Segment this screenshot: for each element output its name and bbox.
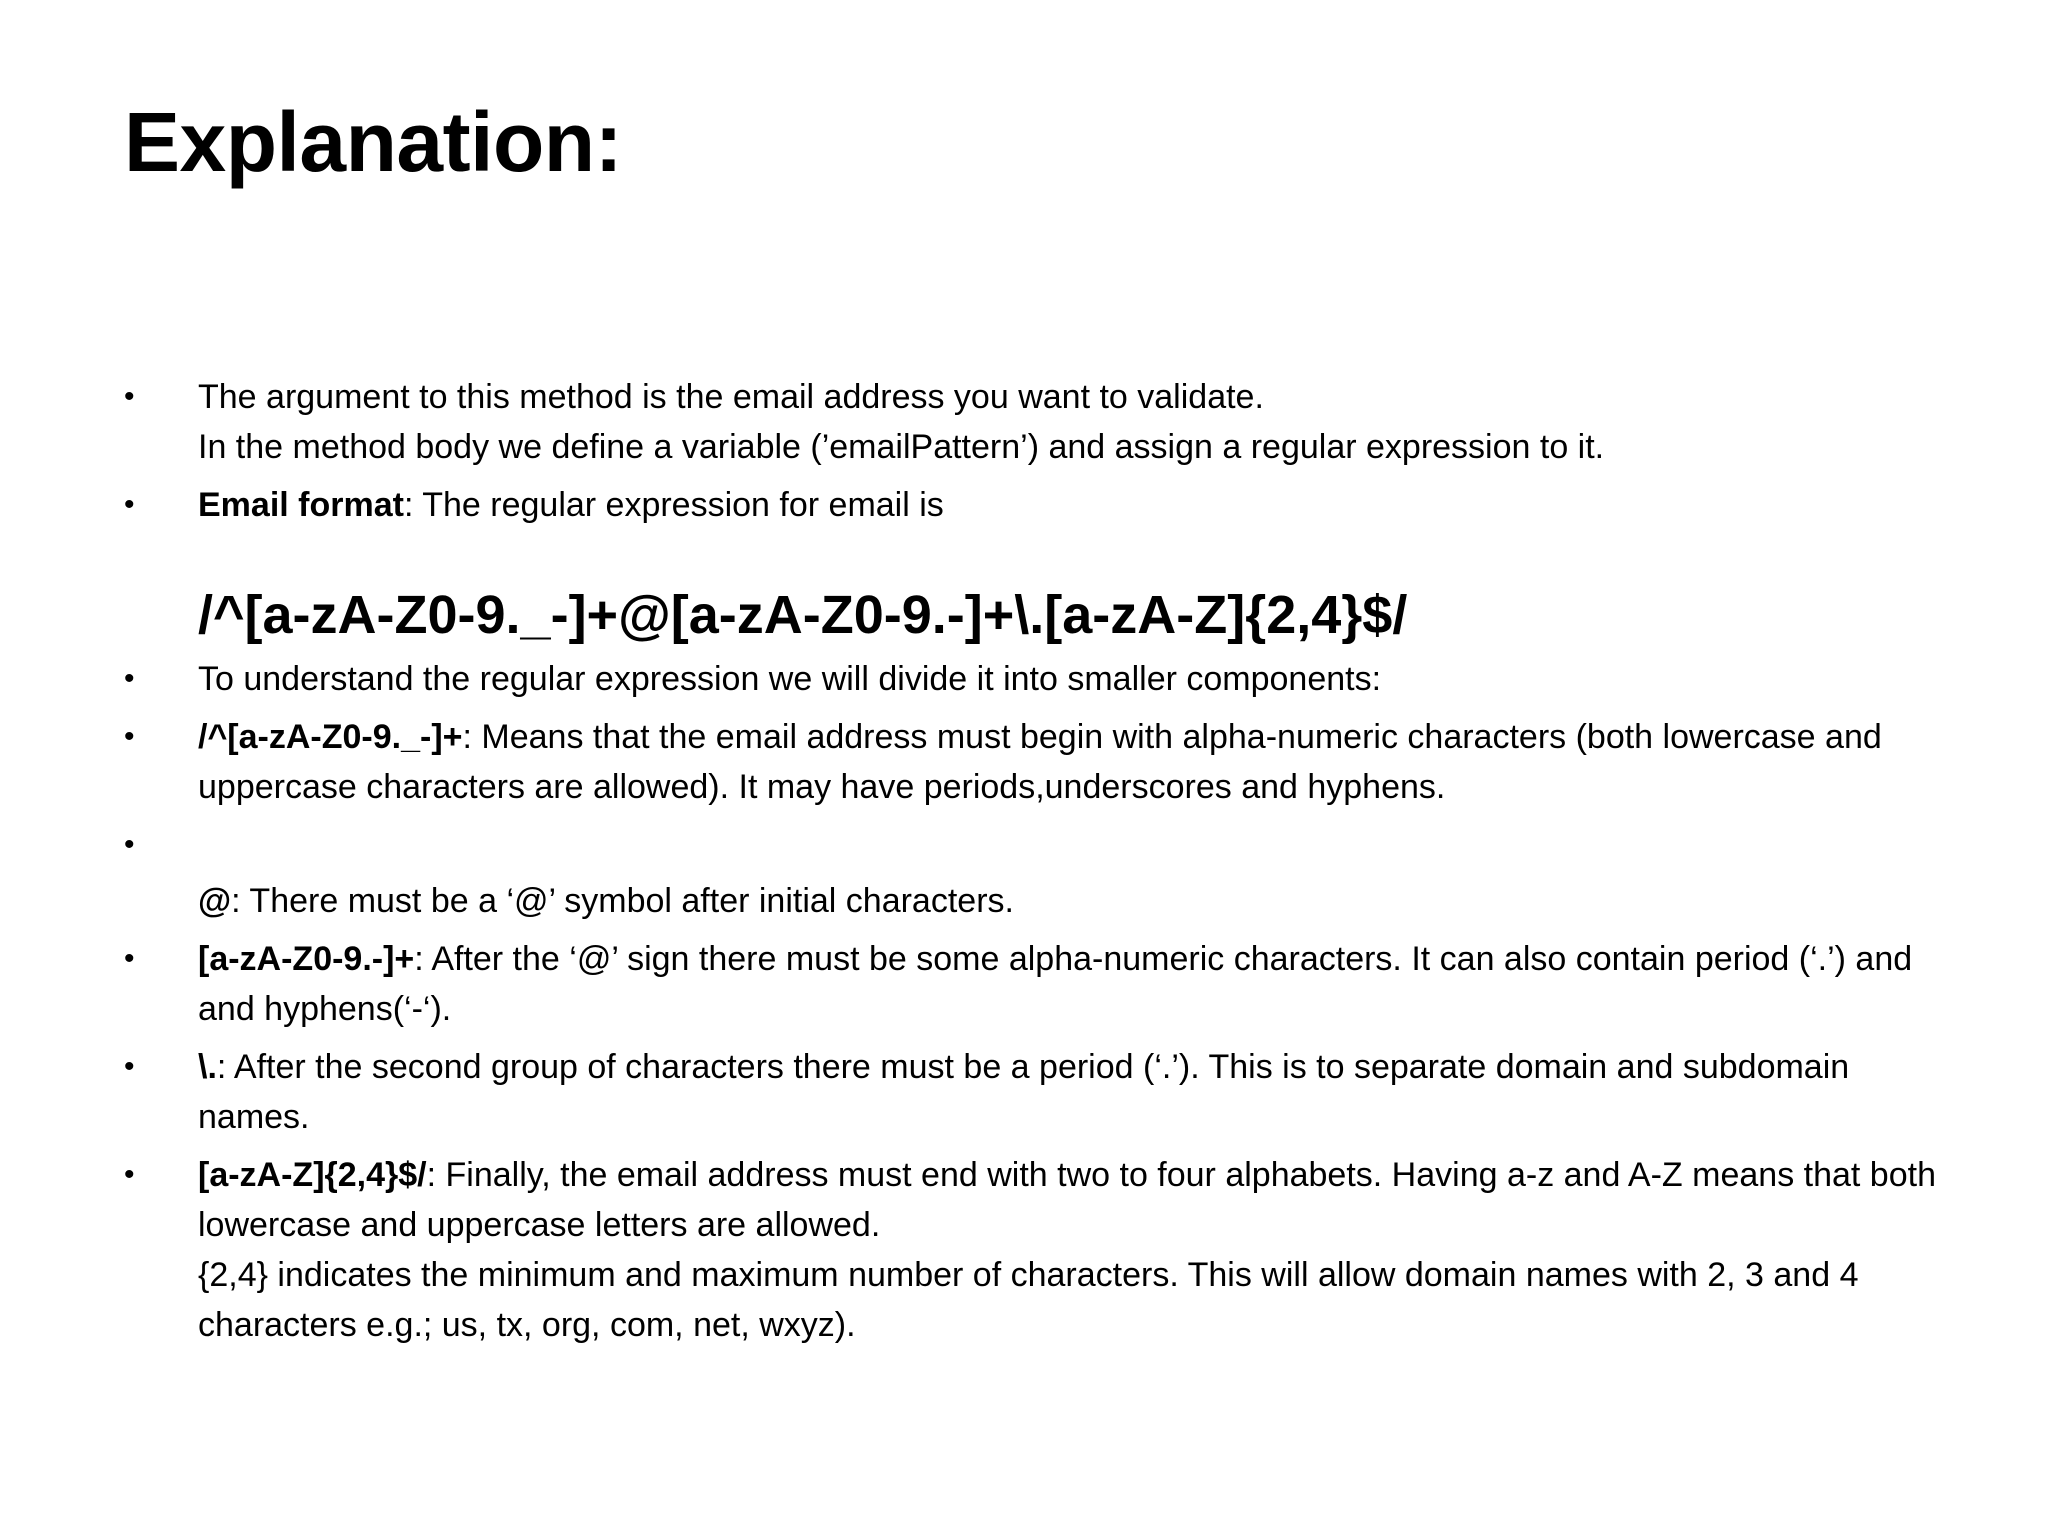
bullet-item bbox=[124, 934, 1954, 1034]
bullet-icon: • bbox=[124, 828, 135, 861]
bullet-label: Email format bbox=[198, 486, 404, 524]
bullet-icon: • bbox=[124, 720, 135, 753]
bullet-text bbox=[198, 1042, 1954, 1142]
bullet-icon: • bbox=[124, 662, 135, 695]
bullet-label: \. bbox=[198, 1048, 217, 1086]
bullet-item bbox=[124, 480, 1954, 650]
bullet-body: : After the second group of characters there must be a period (‘.’). This is to separate domain and subdomain names. bbox=[198, 1048, 1850, 1136]
slide-title: Explanation: bbox=[124, 95, 623, 189]
bullet-body: : Means that the email address must begin with alpha-numeric characters (both lowercase and uppercase characters are allowed). It may have periods,underscores and hyphens. bbox=[198, 718, 1882, 806]
bullet-icon: • bbox=[124, 942, 135, 975]
bullet-item bbox=[124, 654, 1954, 704]
bullet-text: {2,4} indicates the minimum and maximum number of characters. This will allow domain names with 2, 3 and 4 characters e.g.; us, tx, org, com, net, wxyz). bbox=[198, 1256, 1859, 1344]
bullet-list bbox=[124, 372, 1954, 1350]
bullet-label: [a-zA-Z0-9.-]+ bbox=[198, 940, 415, 978]
bullet-item bbox=[124, 712, 1954, 812]
bullet-text bbox=[198, 876, 1954, 926]
bullet-icon: • bbox=[124, 1158, 135, 1191]
bullet-body: : The regular expression for email is bbox=[403, 486, 944, 524]
regex-pattern: /^[a-zA-Z0-9._-]+@[a-zA-Z0-9.-]+\.[a-zA-Z]{2,4}$/ bbox=[198, 585, 1408, 645]
bullet-body: : After the ‘@’ sign there must be some alpha-numeric characters. It can also contain period (‘.’) and and hyphens(‘-‘). bbox=[198, 940, 1913, 1028]
bullet-text: In the method body we define a variable (’emailPattern’) and assign a regular expression to it. bbox=[198, 428, 1605, 466]
bullet-item bbox=[124, 820, 1954, 926]
bullet-icon: • bbox=[124, 1050, 135, 1083]
bullet-label: @ bbox=[198, 882, 232, 920]
bullet-item bbox=[124, 1150, 1954, 1350]
bullet-body: : Finally, the email address must end with two to four alphabets. Having a-z and A-Z means that both lowercase and uppercase letters are allowed. bbox=[198, 1156, 1936, 1244]
bullet-item bbox=[124, 1042, 1954, 1142]
bullet-text bbox=[198, 1150, 1954, 1250]
bullet-label: [a-zA-Z]{2,4}$/ bbox=[198, 1156, 427, 1194]
bullet-text: To understand the regular expression we will divide it into smaller components: bbox=[198, 660, 1382, 698]
bullet-text bbox=[198, 934, 1954, 1034]
bullet-icon: • bbox=[124, 380, 135, 413]
bullet-item bbox=[124, 372, 1954, 472]
bullet-text bbox=[198, 712, 1954, 812]
bullet-text: The argument to this method is the email address you want to validate. bbox=[198, 378, 1264, 416]
bullet-label: /^[a-zA-Z0-9._-]+ bbox=[198, 718, 463, 756]
spacer bbox=[198, 820, 1954, 876]
bullet-icon: • bbox=[124, 488, 135, 521]
bullet-text bbox=[198, 480, 1954, 530]
bullet-body: : There must be a ‘@’ symbol after initial characters. bbox=[231, 882, 1014, 920]
